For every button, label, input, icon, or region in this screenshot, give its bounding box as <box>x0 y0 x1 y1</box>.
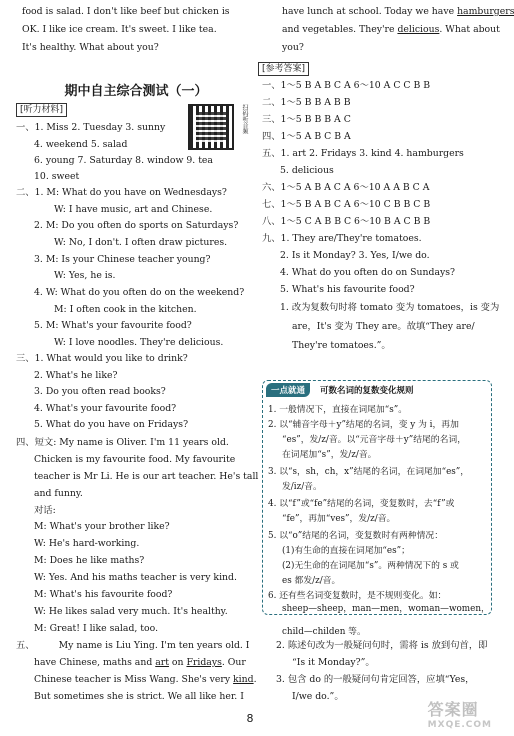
text-line: 二、1. M: What do you have on Wednesdays? <box>16 187 227 198</box>
text-line: W: No, I don't. I often draw pictures. <box>54 237 228 248</box>
explain-line: 3. 包含 do 的一般疑问句肯定回答，应填“Yes， <box>276 674 475 685</box>
tip-title: 可数名词的复数变化规则 <box>320 386 414 396</box>
text-line: W: I love noodles. They're delicious. <box>54 337 224 348</box>
text-line <box>282 6 514 18</box>
text-line: 四、短文: My name is Oliver. I'm 11 years old. <box>16 437 229 448</box>
tip-line: 1. 一般情况下，直接在词尾加“s”。 <box>268 405 408 415</box>
answer-line: 一、1～5 B A B C A 6～10 A C C B B <box>262 80 431 91</box>
text-line: W: Yes, he is. <box>54 270 116 281</box>
tip-line: 5. 以“o”结尾的名词，变复数时有两种情况： <box>268 531 444 541</box>
text-line: It's healthy. What about you? <box>22 42 159 53</box>
section-title: 期中自主综合测试（一） <box>64 84 208 99</box>
text-span: have lunch at school. Today we have <box>282 6 458 17</box>
answer-line: 四、1～5 A B C B A <box>262 131 351 142</box>
text-span: . What about <box>439 24 500 35</box>
listening-tag: [听力材料] <box>16 103 67 117</box>
underlined-word: art <box>155 657 169 668</box>
text-line <box>34 657 246 669</box>
tip-line: sheep—sheep，man—men，woman—women， <box>282 604 490 614</box>
tip-line: 3. 以“s，sh，ch，x”结尾的名词，在词尾加“es”， <box>268 467 470 477</box>
underlined-word: Fridays <box>186 657 222 668</box>
watermark-sub: MXQE.COM <box>427 720 492 730</box>
text-line: M: What's your brother like? <box>34 521 170 532</box>
text-line: W: He's hard-working. <box>34 538 140 549</box>
answer-line: are，It's 变为 They are。故填“They are/ <box>292 321 475 332</box>
tip-line: 2. 以“辅音字母＋y”结尾的名词，变 y 为 i，再加 <box>268 420 459 430</box>
text-line: M: Does he like maths? <box>34 555 145 566</box>
underlined-word: hamburgers <box>457 6 514 17</box>
text-span: . Our <box>221 657 246 668</box>
answer-line: 5. delicious <box>280 165 334 176</box>
answer-line: 1. 改为复数句时将 tomato 变为 tomatoes，is 变为 <box>280 302 500 313</box>
explain-line: I/we do.”。 <box>292 691 344 702</box>
text-line: W: I have music, art and Chinese. <box>54 204 213 215</box>
tip-line: (1)有生命的直接在词尾加“es”； <box>282 546 410 556</box>
text-line: 5. M: What's your favourite food? <box>34 320 192 331</box>
text-line: 4. W: What do you often do on the weekend? <box>34 287 245 298</box>
answer-line: 七、1～5 B A B C A 6～10 C B B C B <box>262 199 431 210</box>
answer-line: 六、1～5 A B A C A 6～10 A A B C A <box>262 182 430 193</box>
text-line: 2. M: Do you often do sports on Saturdays? <box>34 220 239 231</box>
answer-line: 九、1. They are/They're tomatoes. <box>262 233 422 244</box>
answer-line: 八、1～5 C A B B C 6～10 B A C B B <box>262 216 431 227</box>
text-line <box>282 24 500 36</box>
text-line: 10. sweet <box>34 171 80 182</box>
answers-tag: [参考答案] <box>258 62 309 76</box>
page-number: 8 <box>246 712 254 725</box>
text-line: 5. What do you have on Fridays? <box>34 419 189 430</box>
watermark-logo <box>428 697 492 730</box>
text-span: have Chinese, maths and <box>34 657 156 668</box>
qr-code-icon[interactable] <box>188 104 234 150</box>
text-line: But sometimes she is strict. We all like her. I <box>34 691 244 702</box>
tip-line: (2)无生命的在词尾加“s”。两种情况下的 s 或 <box>282 561 459 571</box>
watermark-text: 答案圈 <box>427 700 479 719</box>
answer-line: 5. What's his favourite food? <box>280 284 415 295</box>
text-line: teacher is Mr Li. He is our art teacher. He's tall <box>34 471 259 482</box>
text-span: Chinese teacher is Miss Wang. She's very <box>34 674 234 685</box>
text-span: . <box>253 674 257 685</box>
text-line: you? <box>282 42 304 53</box>
text-span: My name is Liu Ying. I'm ten years old. I <box>58 640 250 651</box>
text-line: 4. What's your favourite food? <box>34 403 177 414</box>
tip-header <box>262 382 492 398</box>
text-line: food is salad. I don't like beef but chicken is <box>22 6 230 17</box>
text-line: W: He likes salad very much. It's healthy. <box>34 606 228 617</box>
text-line: M: What's his favourite food? <box>34 589 173 600</box>
tip-line: “fe”，再加“ves”，发/z/音。 <box>282 514 396 524</box>
explain-line: 2. 陈述句改为一般疑问句时，需将 is 放到句首，即 <box>276 640 488 651</box>
underlined-word: delicious <box>397 24 440 35</box>
underlined-word: kind <box>233 674 254 685</box>
text-line: M: Great! I like salad, too. <box>34 623 159 634</box>
answer-line: 2. Is it Monday? 3. Yes, I/we do. <box>280 250 430 261</box>
text-line <box>34 674 257 686</box>
answer-line: 4. What do you often do on Sundays? <box>280 267 456 278</box>
tip-line: es 都发/z/音。 <box>282 576 341 586</box>
answer-line: 二、1～5 B B A B B <box>262 97 351 108</box>
text-line: and funny. <box>34 488 83 499</box>
text-line <box>16 640 249 652</box>
tip-line: 6. 还有些名词变复数时，是不规则变化。如： <box>268 591 447 601</box>
explain-line: “Is it Monday?”。 <box>292 657 375 668</box>
text-span: on <box>168 657 187 668</box>
tip-line: child—childen 等。 <box>282 627 366 637</box>
text-line: 6. young 7. Saturday 8. window 9. tea <box>34 155 213 166</box>
tip-line: “es”，发/z/音。以“元音字母＋y”结尾的名词， <box>282 435 466 445</box>
text-line: 3. Do you often read books? <box>34 386 166 397</box>
text-line: OK. I like ice cream. It's sweet. I like tea. <box>22 24 217 35</box>
section-number: 五、 <box>16 640 35 651</box>
text-line: M: I often cook in the kitchen. <box>54 304 197 315</box>
text-line: 对话: <box>34 505 56 516</box>
text-line: 三、1. What would you like to drink? <box>16 353 188 364</box>
answer-line: 三、1～5 B B B A C <box>262 114 351 125</box>
text-line: 3. M: Is your Chinese teacher young? <box>34 254 211 265</box>
text-span: and vegetables. They're <box>282 24 398 35</box>
tip-line: 4. 以“f”或“fe”结尾的名词，变复数时，去“f”或 <box>268 499 455 509</box>
answer-line: 五、1. art 2. Fridays 3. kind 4. hamburgers <box>262 148 464 159</box>
qr-caption: 扫码听音频 <box>241 104 248 134</box>
answer-line: They're tomatoes.”。 <box>292 340 391 351</box>
tip-line: 发/iz/音。 <box>282 482 322 492</box>
text-line: W: Yes. And his maths teacher is very kind. <box>34 572 237 583</box>
text-line: 2. What's he like? <box>34 370 118 381</box>
text-line: Chicken is my favourite food. My favourite <box>34 454 236 465</box>
text-line: 4. weekend 5. salad <box>34 139 128 150</box>
text-line: 一、1. Miss 2. Tuesday 3. sunny <box>16 122 166 133</box>
tip-badge: 一点就通 <box>266 383 310 397</box>
tip-line: 在词尾加“s”，发/z/音。 <box>282 450 377 460</box>
